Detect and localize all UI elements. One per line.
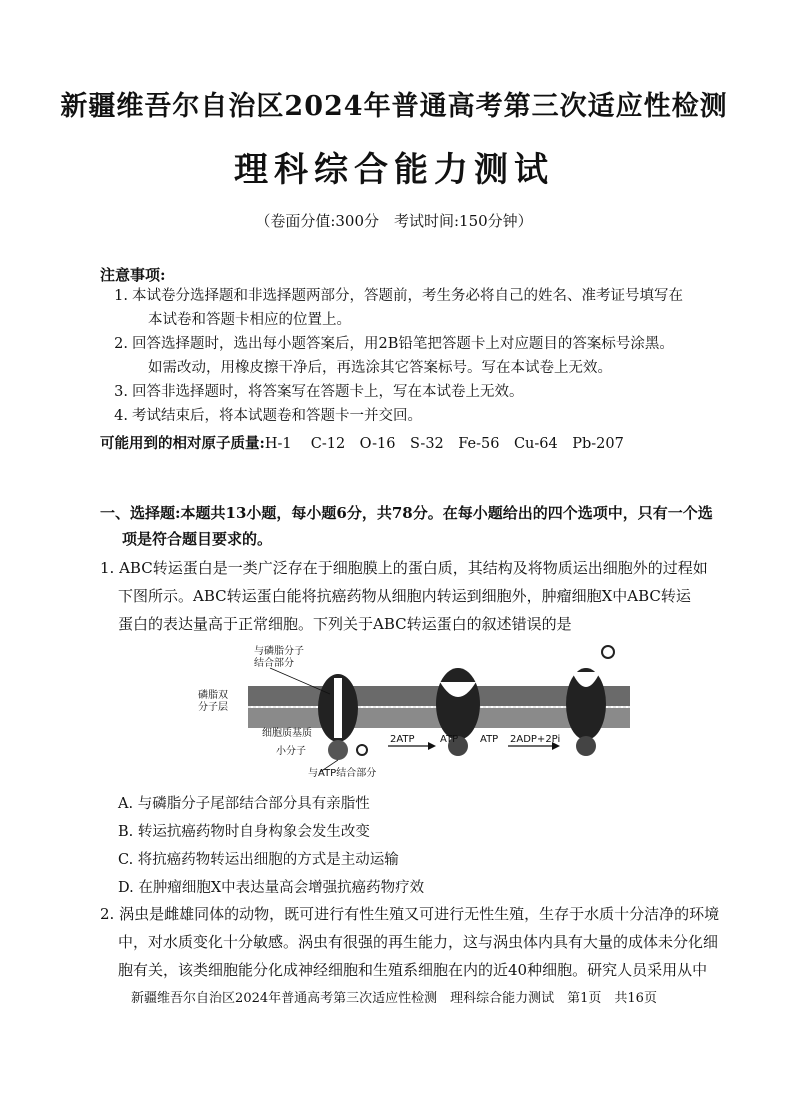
transporter-protein-3 (566, 668, 606, 756)
label-2adp: 2ADP+2Pi (510, 734, 561, 745)
exam-meta: （卷面分值:300分 考试时间:150分钟） (255, 212, 533, 230)
option-a: A. 与磷脂分子尾部结合部分具有亲脂性 (118, 796, 370, 812)
label-phospholipid-binding-2: 结合部分 (254, 658, 294, 669)
question-line: 胞有关，该类细胞能分化成神经细胞和生殖系细胞在内的近40种细胞。研究人员采用从中 (118, 961, 708, 979)
question-line: 蛋白的表达量高于正常细胞。下列关于ABC转运蛋白的叙述错误的是 (118, 615, 572, 633)
notice-num: 4. (114, 408, 128, 424)
question-line: 中，对水质变化十分敏感。涡虫有很强的再生能力，这与涡虫体内具有大量的成体未分化细 (118, 933, 719, 951)
option-d: D. 在肿瘤细胞X中表达量高会增强抗癌药物疗效 (118, 880, 425, 896)
atomic-masses-label: 可能用到的相对原子质量: (100, 435, 265, 452)
notice-text-cont: 如需改动，用橡皮擦干净后，再选涂其它答案标号。写在本试卷上无效。 (148, 360, 612, 376)
abc-transporter-diagram (190, 642, 630, 782)
section-heading (100, 500, 720, 552)
label-small-molecule: 小分子 (276, 746, 306, 757)
page-footer: 新疆维吾尔自治区2024年普通高考第三次适应性检测 理科综合能力测试 第1页 共16页 (131, 991, 657, 1006)
label-2atp: 2ATP (390, 734, 415, 745)
label-atp-binding: 与ATP结合部分 (308, 768, 377, 779)
label-phospholipid-binding: 与磷脂分子 (254, 646, 304, 657)
arrow-1-head (428, 742, 436, 750)
notice-item-3 (100, 380, 715, 404)
option-b: B. 转运抗癌药物时自身构象会发生改变 (118, 824, 370, 840)
label-atp-2: ATP (480, 734, 499, 745)
notice-num: 1. (114, 288, 128, 304)
label-bilayer-2: 分子层 (198, 702, 228, 713)
question-line: 2. 涡虫是雌雄同体的动物，既可进行有性生殖又可进行无性生殖，生存于水质十分洁净的环境 (100, 905, 720, 923)
notice-num: 2. (114, 336, 128, 352)
notice-item-1 (100, 284, 715, 332)
notice-text: 本试卷分选择题和非选择题两部分，答题前，考生务必将自己的姓名、准考证号填写在 (132, 288, 683, 304)
section-line: 一、选择题:本题共13小题，每小题6分，共78分。在每小题给出的四个选项中，只有一个选 (100, 504, 713, 522)
notice-heading: 注意事项: (100, 266, 166, 284)
notice-item-2 (100, 332, 715, 380)
label-cytoplasm: 细胞质基质 (262, 728, 312, 739)
option-c: C. 将抗癌药物转运出细胞的方式是主动运输 (118, 852, 399, 868)
atomic-masses-values: H-1 C-12 O-16 S-32 Fe-56 Cu-64 Pb-207 (264, 436, 624, 452)
question-line: 1. ABC转运蛋白是一类广泛存在于细胞膜上的蛋白质，其结构及将物质运出细胞外的过程如 (100, 559, 708, 577)
label-bilayer: 磷脂双 (198, 690, 228, 701)
transporter-protein-1 (318, 674, 358, 760)
notice-num: 3. (114, 384, 128, 400)
question-1-stem (100, 554, 720, 638)
section-line-cont: 项是符合题目要求的。 (122, 530, 273, 548)
question-line: 下图所示。ABC转运蛋白能将抗癌药物从细胞内转运到细胞外，肿瘤细胞X中ABC转运 (118, 587, 691, 605)
notice-text-cont: 本试卷和答题卡相应的位置上。 (148, 312, 351, 328)
subject-title: 理科综合能力测试 (234, 150, 554, 190)
notice-item-4 (100, 404, 715, 428)
exam-title: 新疆维吾尔自治区2024年普通高考第三次适应性检测 (60, 91, 728, 122)
notice-text: 回答选择题时，选出每小题答案后，用2B铅笔把答题卡上对应题目的答案标号涂黑。 (132, 336, 674, 352)
notice-text: 考试结束后，将本试题卷和答题卡一并交回。 (132, 408, 422, 424)
small-molecule (357, 745, 367, 755)
notice-text: 回答非选择题时，将答案写在答题卡上，写在本试卷上无效。 (132, 384, 524, 400)
atomic-masses (100, 432, 624, 453)
question-2-stem (100, 900, 720, 984)
label-atp-1: ATP (440, 734, 459, 745)
released-molecule (602, 646, 614, 658)
